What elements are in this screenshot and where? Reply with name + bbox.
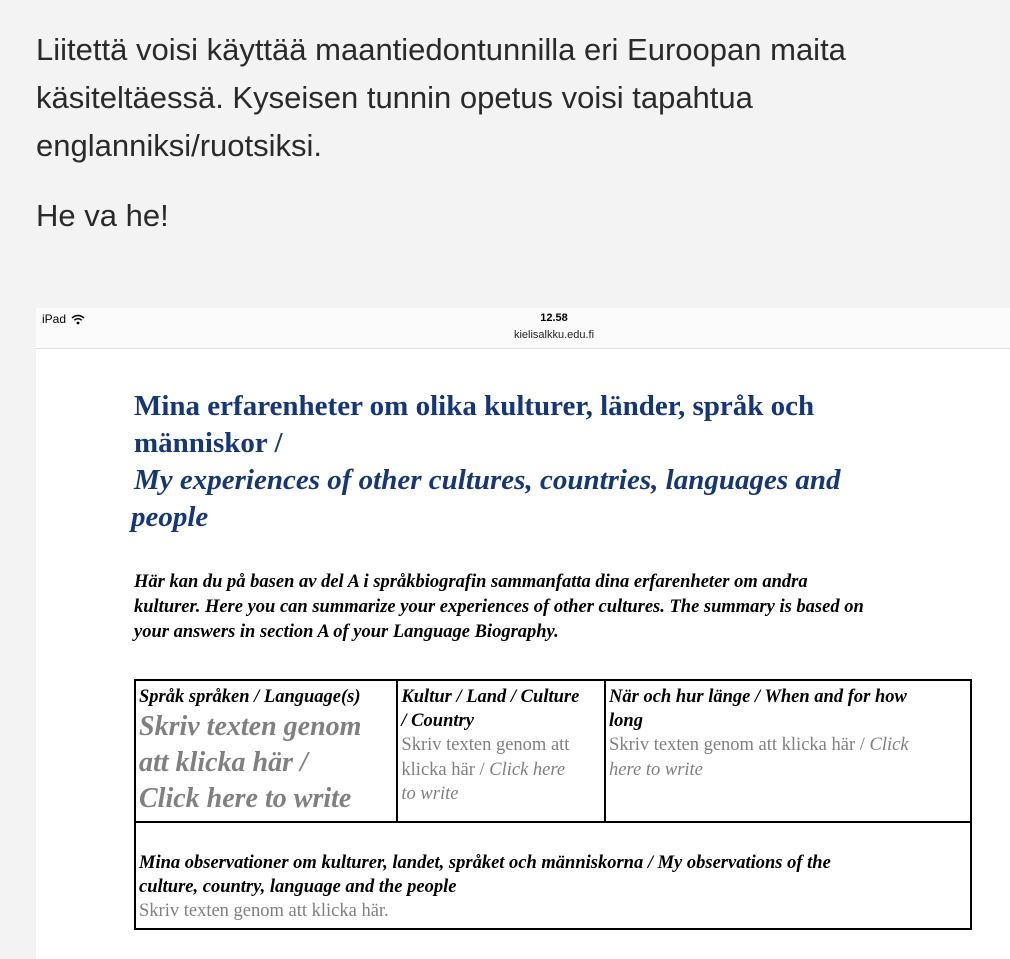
- placeholder-en: Click here: [489, 759, 566, 780]
- placeholder-en: Click: [869, 735, 909, 755]
- instructions-line: your answers in section A of your Language Biography.: [134, 622, 559, 642]
- header-line: Kultur / Land / Culture: [401, 687, 580, 707]
- header-line: Mina observationer om kulturer, landet, språket och människorna / My observations of the: [139, 853, 831, 873]
- experiences-form-table: [134, 679, 972, 930]
- intro-paragraph-1: [36, 26, 976, 170]
- header-line: long: [609, 711, 643, 731]
- header-line: / Country: [401, 711, 474, 731]
- table-row: [135, 680, 971, 822]
- instructions-line: Här kan du på basen av del A i språkbiografin sammanfatta dina erfarenheter om andra: [134, 572, 808, 592]
- ipad-screenshot: [36, 308, 1010, 959]
- placeholder-sv: klicka här /: [401, 759, 490, 780]
- when-how-long-header: [609, 685, 967, 733]
- device-label: iPad: [42, 312, 67, 326]
- culture-country-header: [401, 685, 601, 733]
- title-swedish-line: Mina erfarenheter om olika kulturer, länder, språk och: [134, 390, 815, 422]
- table-row: [135, 822, 971, 929]
- placeholder-line: Skriv texten genom: [139, 711, 362, 742]
- observations-input-field[interactable]: Skriv texten genom att klicka här.: [139, 901, 389, 921]
- culture-country-input-field[interactable]: [401, 733, 601, 807]
- placeholder-line: to write: [401, 784, 459, 804]
- observations-cell: [135, 822, 971, 929]
- languages-cell: [135, 680, 397, 822]
- header-line: culture, country, language and the people: [139, 877, 457, 897]
- placeholder-sv: Skriv texten genom att klicka här /: [609, 735, 870, 755]
- intro-line: Liitettä voisi käyttää maantiedontunnilla eri Euroopan maita: [36, 32, 846, 67]
- title-english-line: people: [131, 501, 209, 533]
- page-title: [131, 388, 954, 536]
- instructions-line: kulturer. Here you can summarize your experiences of other cultures. The summary is based on: [134, 597, 864, 617]
- instructions-text: [134, 570, 984, 645]
- languages-input-field[interactable]: [139, 709, 393, 817]
- languages-header: Språk språken / Language(s): [139, 687, 361, 707]
- address-url[interactable]: kielisalkku.edu.fi: [513, 329, 595, 341]
- placeholder-line: att klicka här /: [139, 747, 308, 778]
- title-swedish-line: människor /: [134, 427, 283, 459]
- placeholder-line: [609, 733, 967, 758]
- header-line: När och hur länge / When and for how: [609, 687, 907, 707]
- placeholder-line: here to write: [609, 759, 703, 780]
- culture-country-cell: [397, 680, 605, 822]
- ipad-status-bar: [36, 308, 1010, 349]
- intro-paragraph-2: He va he!: [36, 198, 169, 233]
- status-time: 12.58: [540, 312, 568, 324]
- intro-line: englanniksi/ruotsiksi.: [36, 128, 323, 163]
- blog-intro-text: [36, 26, 976, 240]
- when-how-long-input-field[interactable]: [609, 733, 967, 782]
- when-how-long-cell: [605, 680, 971, 822]
- intro-line: käsiteltäessä. Kyseisen tunnin opetus voisi tapahtua: [36, 80, 753, 115]
- observations-header: [139, 851, 967, 899]
- title-english-line: My experiences of other cultures, countries, languages and: [134, 464, 841, 496]
- placeholder-line: Click here to write: [139, 783, 352, 814]
- placeholder-line: Skriv texten genom att: [401, 735, 570, 755]
- placeholder-line: [401, 758, 601, 783]
